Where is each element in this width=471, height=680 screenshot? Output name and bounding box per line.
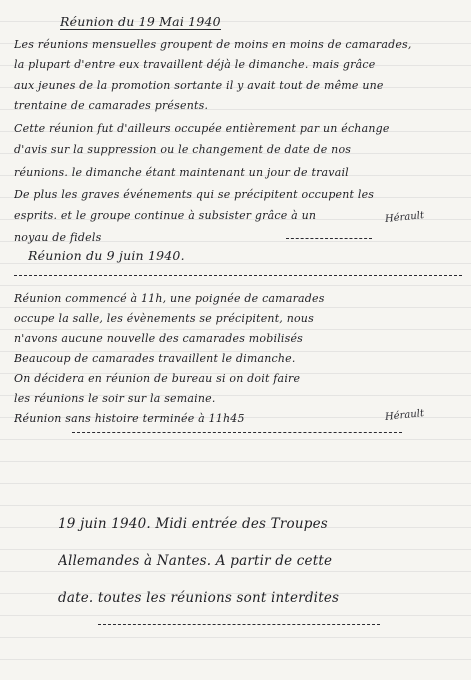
entry-3-line: Allemandes à Nantes. A partir de cette	[58, 553, 333, 569]
entry-1-line: esprits. et le groupe continue à subsister grâce à un	[14, 209, 317, 222]
entry-2-signature: Hérault	[384, 407, 425, 424]
entry-3-line: 19 juin 1940. Midi entrée des Troupes	[58, 516, 328, 532]
entry-2-line: Réunion commencé à 11h, une poignée de camarades	[14, 292, 325, 305]
entry-2-heading: Réunion du 9 juin 1940.	[28, 248, 185, 263]
entry-2-line: Réunion sans histoire terminée à 11h45	[14, 412, 245, 425]
entry-2-line: n'avons aucune nouvelle des camarades mobilisés	[14, 332, 304, 345]
entry-1-line: trentaine de camarades présents.	[14, 99, 209, 112]
entry-1-line: aux jeunes de la promotion sortante il y avait tout de même une	[14, 79, 384, 92]
entry-1-line: Cette réunion fut d'ailleurs occupée entièrement par un échange	[14, 122, 390, 135]
separator-line	[98, 624, 380, 625]
entry-2-line: les réunions le soir sur la semaine.	[14, 392, 216, 405]
entry-1-line: la plupart d'entre eux travaillent déjà le dimanche. mais grâce	[14, 58, 376, 71]
entry-1-heading: Réunion du 19 Mai 1940	[60, 14, 221, 29]
entry-2-line: Beaucoup de camarades travaillent le dimanche.	[14, 352, 296, 365]
entry-3-line: date. toutes les réunions sont interdites	[58, 590, 340, 606]
entry-1-line: Les réunions mensuelles groupent de moins en moins de camarades,	[14, 38, 412, 51]
entry-1-signature: Hérault	[384, 209, 425, 226]
separator-line	[14, 275, 462, 276]
entry-1-line: noyau de fidels	[14, 231, 102, 244]
separator-line	[72, 432, 402, 433]
separator-line	[286, 238, 372, 239]
entry-2-line: occupe la salle, les évènements se précipitent, nous	[14, 312, 314, 325]
entry-1-line: De plus les graves événements qui se précipitent occupent les	[14, 188, 375, 201]
entry-1-line: réunions. le dimanche étant maintenant un jour de travail	[14, 166, 349, 179]
entry-2-line: On décidera en réunion de bureau si on doit faire	[14, 372, 301, 385]
entry-1-line: d'avis sur la suppression ou le changement de date de nos	[14, 143, 352, 156]
